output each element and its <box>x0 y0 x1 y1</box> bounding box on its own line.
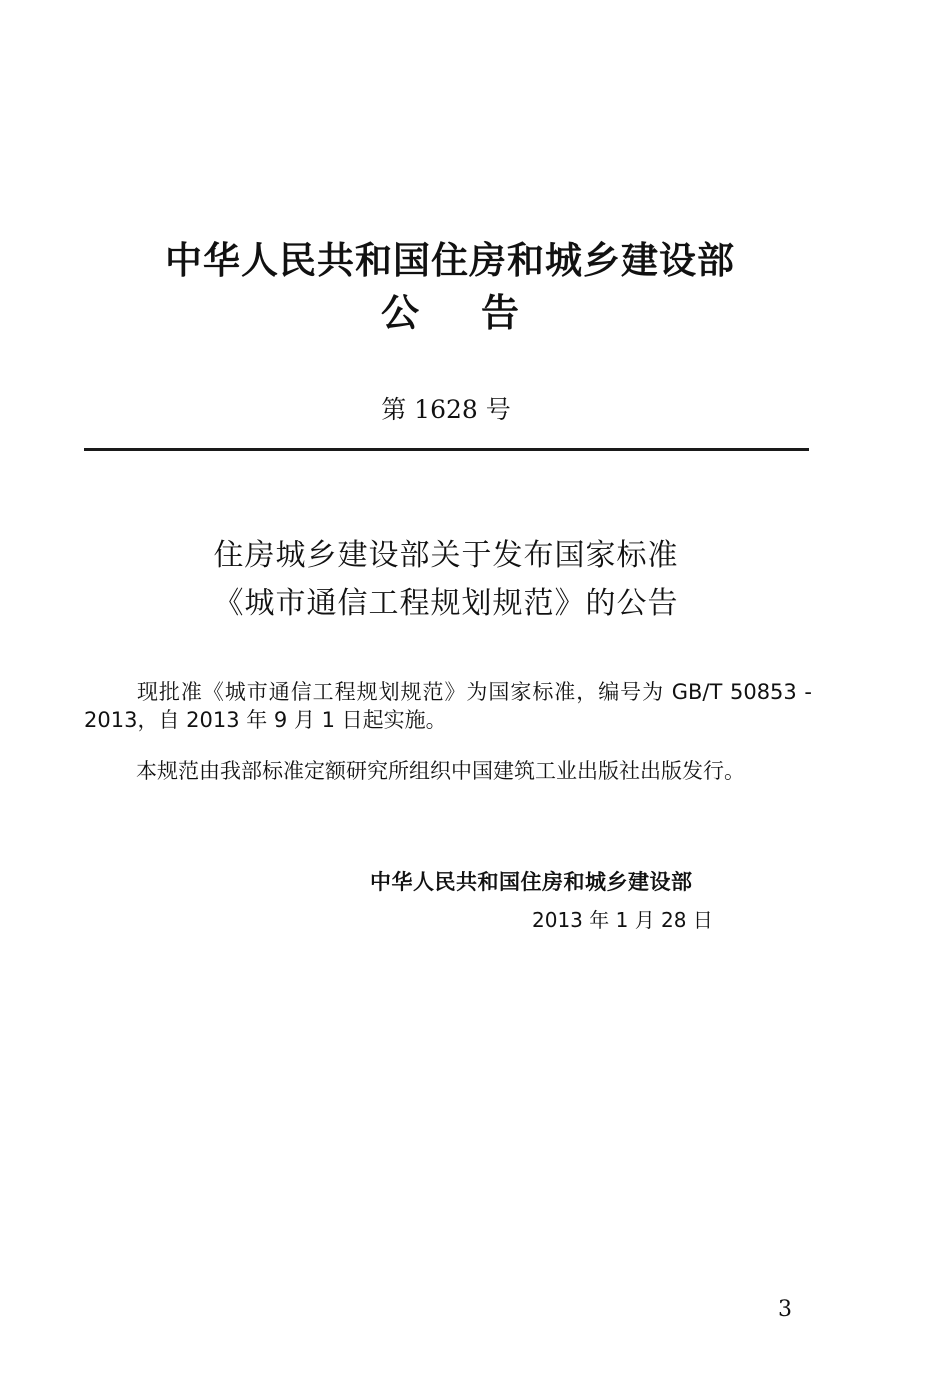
signature-organization: 中华人民共和国住房和城乡建设部 <box>370 870 693 894</box>
notice-heading-line-2: 《城市通信工程规划规范》的公告 <box>213 586 679 621</box>
ministry-title: 中华人民共和国住房和城乡建设部 <box>165 239 735 282</box>
body-paragraph-2 <box>84 757 812 785</box>
signature-date: 2013 年 1 月 28 日 <box>532 908 713 932</box>
paragraph-1-text: 现批准《城市通信工程规划规范》为国家标准，编号为 GB/T 50853 - 2013，自 2013 年 9 月 1 日起实施。 <box>84 680 812 732</box>
header-divider <box>84 448 809 451</box>
body-paragraph-1 <box>84 678 812 734</box>
announcement-title: 公告 <box>380 291 581 335</box>
notice-heading-line-1: 住房城乡建设部关于发布国家标准 <box>213 538 679 573</box>
notice-number: 第 1628 号 <box>381 395 511 424</box>
page-number: 3 <box>778 1297 792 1322</box>
paragraph-2-text: 本规范由我部标准定额研究所组织中国建筑工业出版社出版发行。 <box>136 759 745 783</box>
